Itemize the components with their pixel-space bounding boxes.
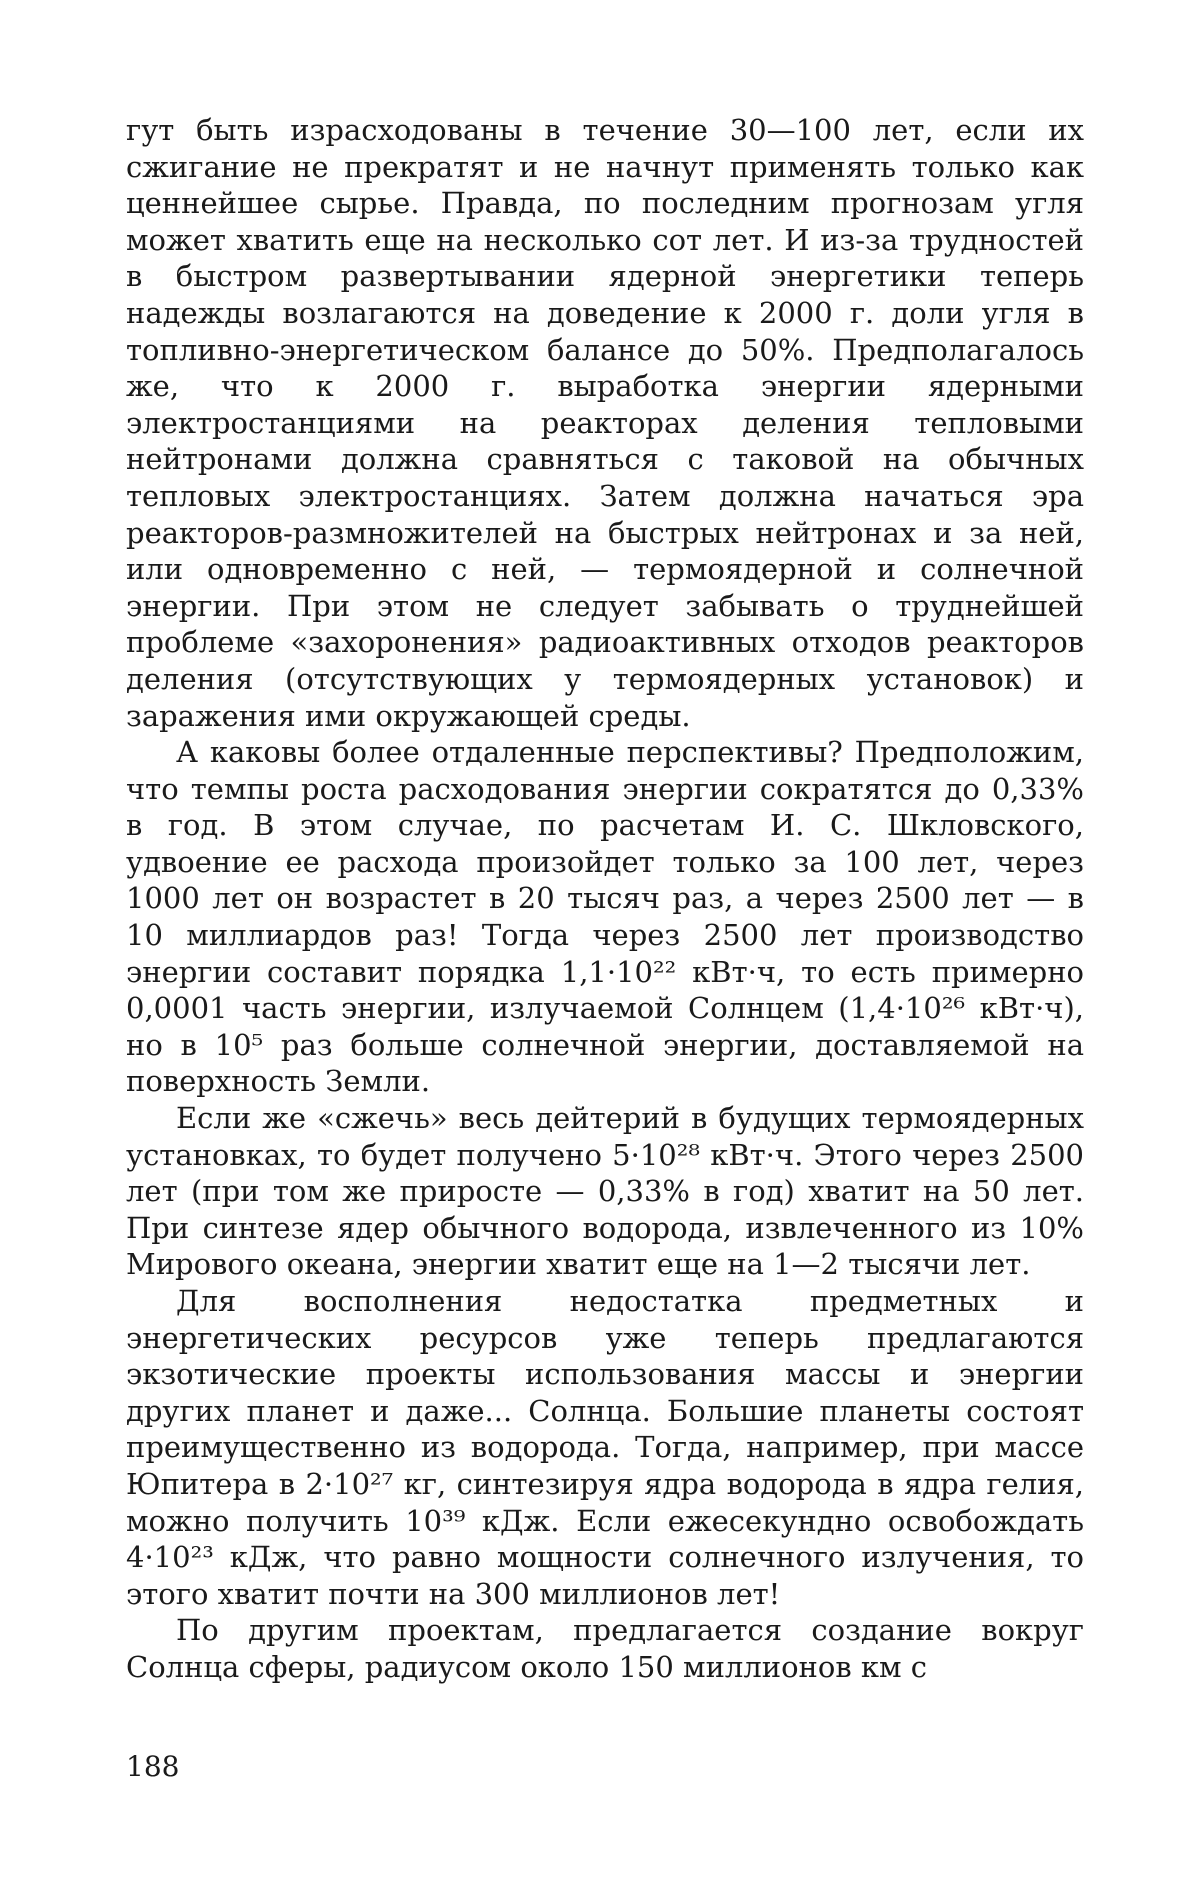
paragraph-1: гут быть израсходованы в течение 30—100 лет, если их сжигание не прекратят и не начнут применять только как ценнейшее сырье. Правда, по последним прогнозам угля может хватить еще на несколько сот лет. И из-за трудностей в быстром развертывании ядерной энергетики теперь надежды возлагаются на доведение к 2000 г. доли угля в топливно-энергетическом балансе до 50%. Предполагалось же, что к 2000 г. выработка энергии ядерными электростанциями на реакторах деления тепловыми нейтронами должна сравняться с таковой на обычных тепловых электростанциях. Затем должна начаться эра реакторов-размножителей на быстрых нейтронах и за ней, или одновременно с ней, — термоядерной и солнечной энергии. При этом не следует забывать о труднейшей проблеме «захоронения» радиоактивных отходов реакторов деления (отсутствующих у термоядерных установок) и заражения ими окружающей среды. xyxy=(126,113,1084,733)
paragraph-2: А каковы более отдаленные перспективы? Предположим, что темпы роста расходования энергии сократятся до 0,33% в год. В этом случае, по расчетам И. С. Шкловского, удвоение ее расхода произойдет только за 100 лет, через 1000 лет он возрастет в 20 тысяч раз, а через 2500 лет — в 10 миллиардов раз! Тогда через 2500 лет производство энергии составит порядка 1,1·10²² кВт·ч, то есть примерно 0,0001 часть энергии, излучаемой Солнцем (1,4·10²⁶ кВт·ч), но в 10⁵ раз больше солнечной энергии, доставляемой на поверхность Земли. xyxy=(126,735,1084,1099)
body-text xyxy=(126,112,1084,1686)
paragraph-3: Если же «сжечь» весь дейтерий в будущих термоядерных установках, то будет получено 5·10²⁸ кВт·ч. Этого через 2500 лет (при том же приросте — 0,33% в год) хватит на 50 лет. При синтезе ядер обычного водорода, извлеченного из 10% Мирового океана, энергии хватит еще на 1—2 тысячи лет. xyxy=(126,1101,1084,1282)
page-number: 188 xyxy=(126,1750,180,1783)
paragraph-4: Для восполнения недостатка предметных и энергетических ресурсов уже теперь предлагаются экзотические проекты использования массы и энергии других планет и даже... Солнца. Большие планеты состоят преимущественно из водорода. Тогда, например, при массе Юпитера в 2·10²⁷ кг, синтезируя ядра водорода в ядра гелия, можно получить 10³⁹ кДж. Если ежесекундно освобождать 4·10²³ кДж, что равно мощности солнечного излучения, то этого хватит почти на 300 миллионов лет! xyxy=(126,1284,1084,1611)
paragraph-5: По другим проектам, предлагается создание вокруг Солнца сферы, радиусом около 150 миллионов км с xyxy=(126,1613,1084,1684)
